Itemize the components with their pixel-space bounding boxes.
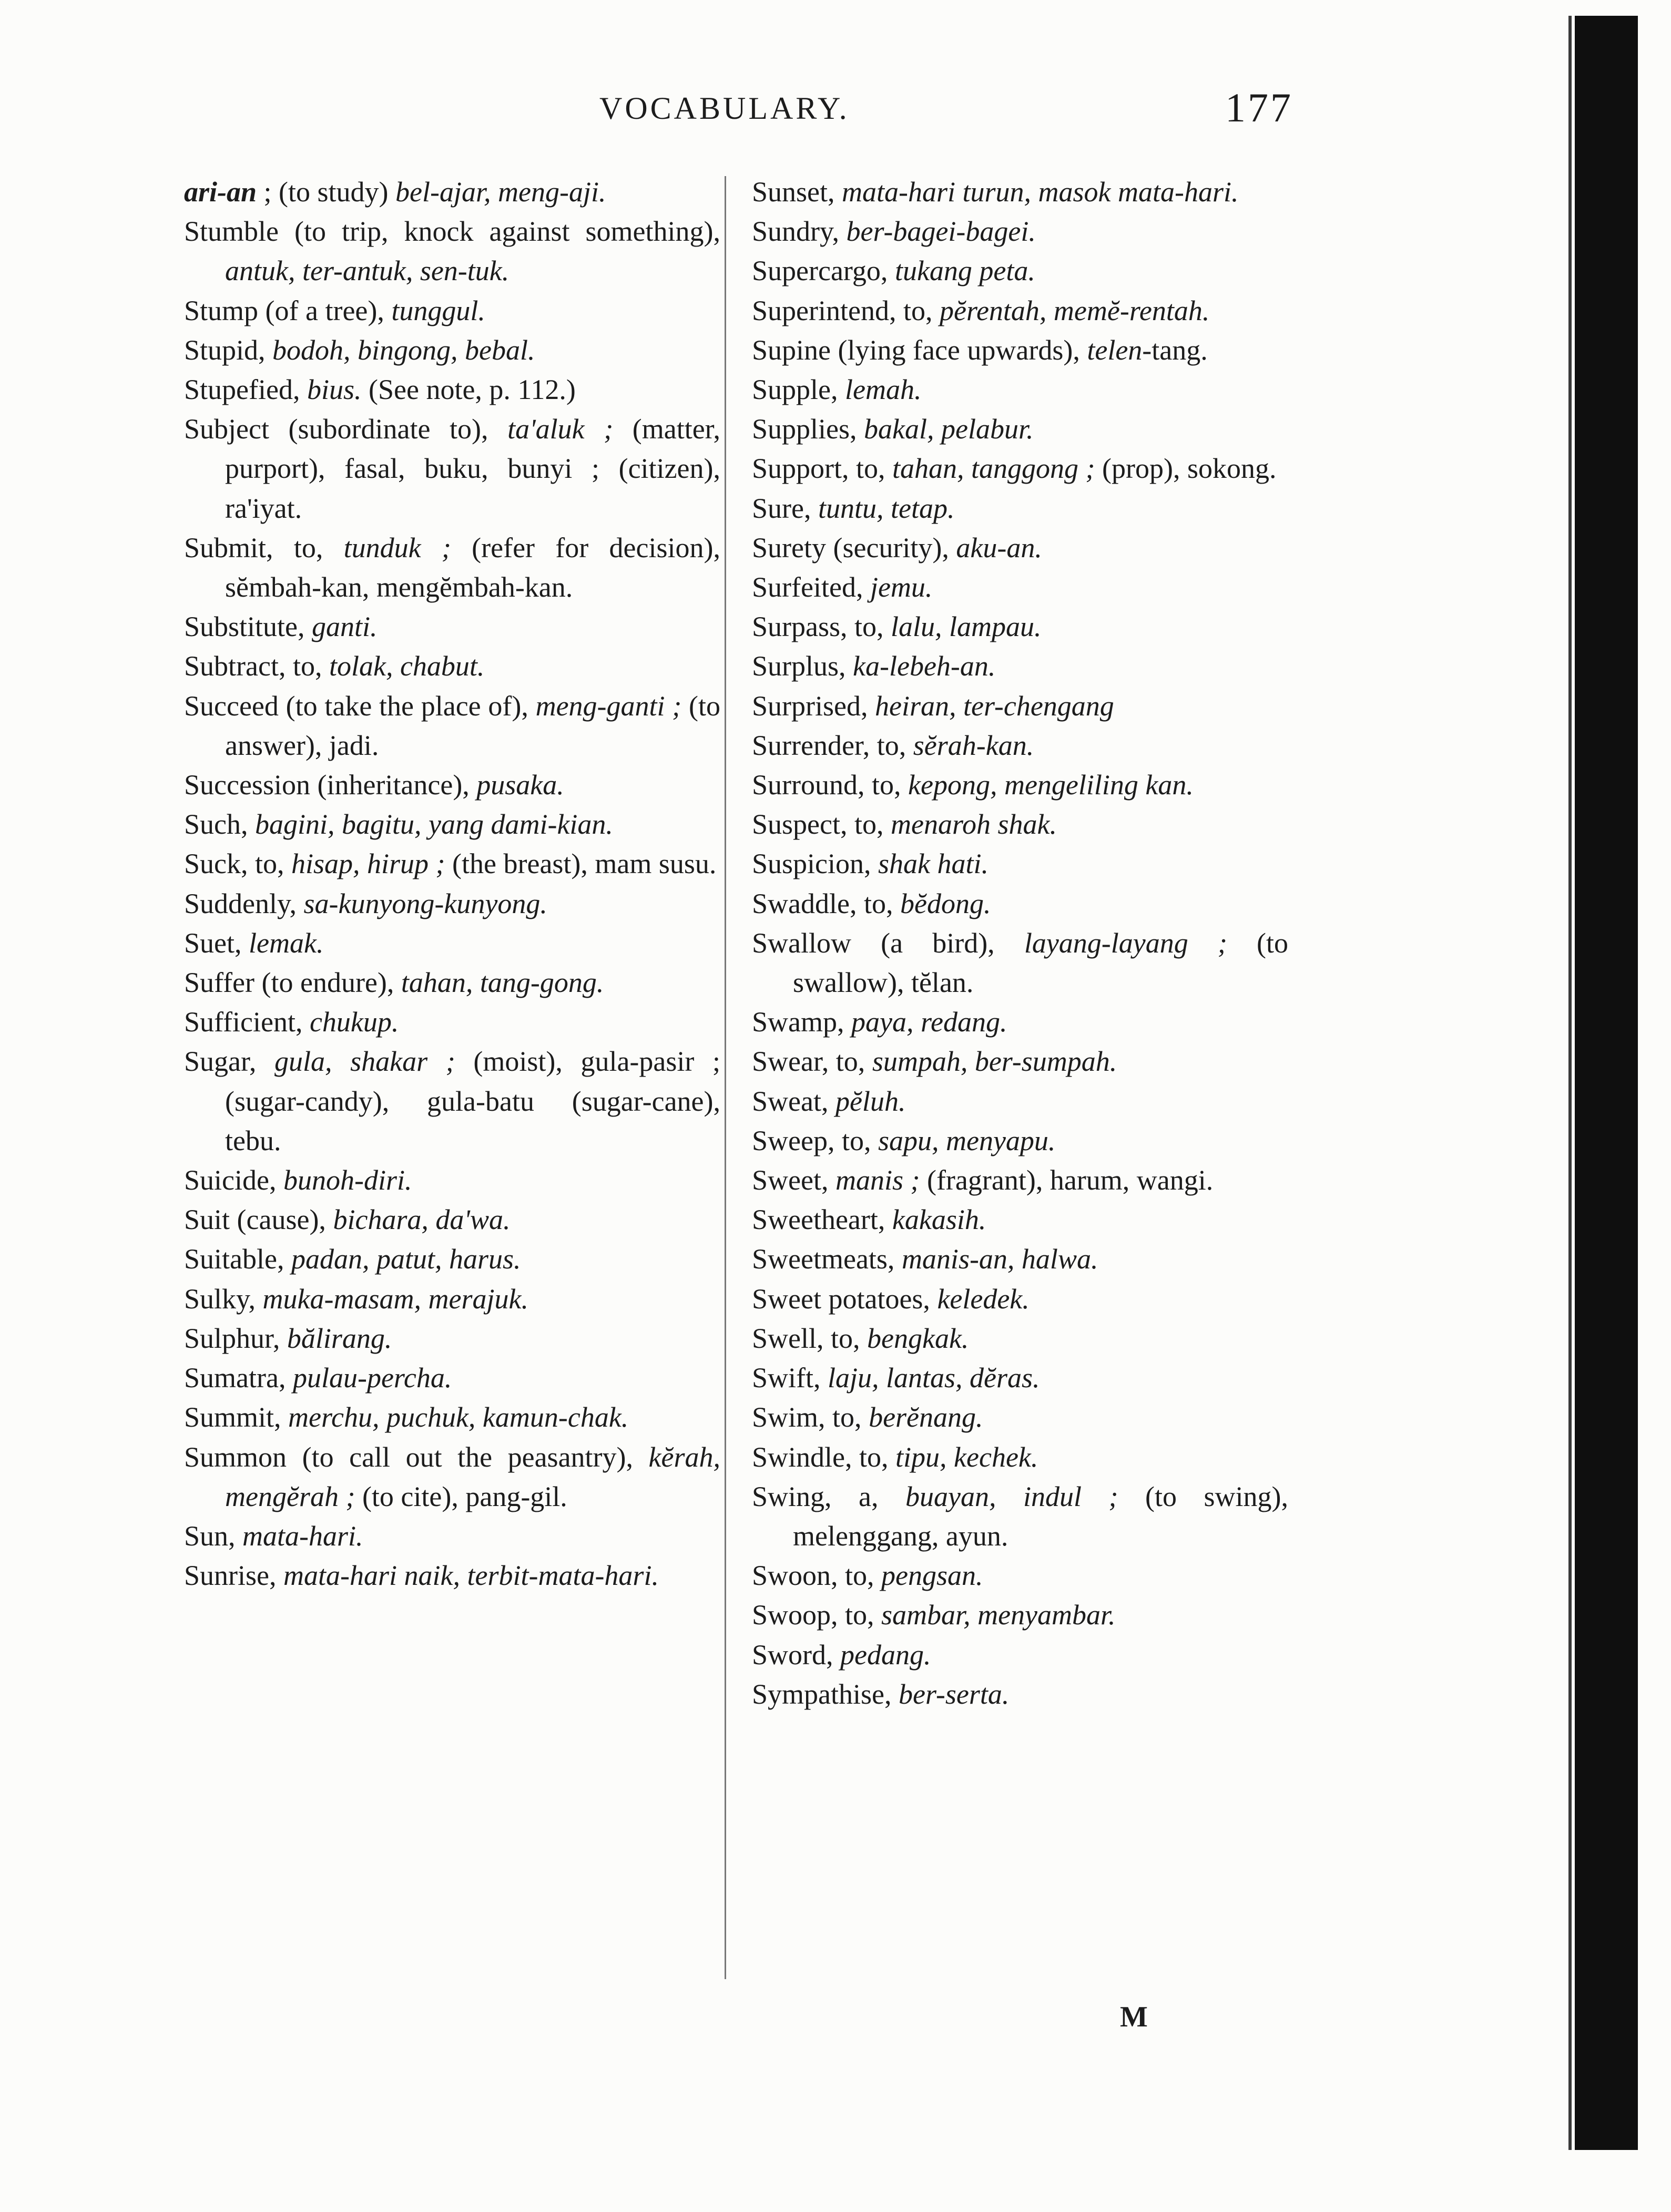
entry-gloss	[844, 1006, 852, 1038]
entry-headword: Subtract,	[184, 650, 286, 682]
entry-headword: Summon	[184, 1441, 287, 1473]
vocabulary-entry	[752, 1042, 1288, 1081]
entry-gloss: (security),	[826, 531, 956, 564]
entry-headword: Sweetmeats,	[752, 1243, 895, 1275]
entry-gloss: to,	[286, 650, 329, 682]
entry-malay-translation: paya, redang.	[851, 1006, 1007, 1038]
entry-gloss: to,	[838, 1599, 882, 1631]
entry-headword: Stump	[184, 294, 259, 326]
entry-gloss	[892, 1678, 899, 1710]
entry-malay-translation: meng-ganti ;	[535, 690, 682, 722]
vocabulary-entry	[752, 1595, 1288, 1635]
entry-malay-translation: heiran, ter-chengang	[874, 690, 1114, 722]
vocabulary-entry	[184, 1279, 720, 1319]
entry-gloss	[242, 927, 249, 959]
entry-malay-translation: lemak.	[249, 927, 324, 959]
entry-headword: Subject	[184, 413, 269, 445]
entry-gloss: to,	[857, 887, 900, 919]
entry-gloss	[838, 374, 845, 405]
entry-headword: Suddenly,	[184, 887, 297, 919]
entry-headword: Sweat,	[752, 1085, 829, 1117]
vocabulary-entry	[752, 607, 1288, 647]
entry-headword: Succession	[184, 769, 310, 801]
entry-malay-translation: hisap, hirup ;	[291, 848, 445, 880]
entry-gloss	[286, 1362, 293, 1394]
entry-headword: Sympathise,	[752, 1678, 892, 1710]
entry-gloss	[839, 216, 847, 247]
page-title: VOCABULARY.	[599, 91, 850, 126]
entry-gloss: to,	[829, 1046, 872, 1078]
vocabulary-entry	[752, 1477, 1288, 1556]
vocabulary-entry	[752, 1358, 1288, 1398]
entry-malay-translation: ber-bagei-bagei.	[846, 216, 1036, 248]
entry-malay-translation: sapu, menyapu.	[878, 1124, 1056, 1156]
entry-gloss	[281, 1401, 289, 1433]
entry-headword: Suet,	[184, 927, 242, 959]
entry-malay-translation: sambar, menyambar.	[881, 1599, 1116, 1631]
entry-headword: Surpass,	[752, 611, 848, 643]
entry-headword: Sweetheart,	[752, 1204, 885, 1236]
entry-headword: Suspect,	[752, 808, 848, 841]
page-number: 177	[1225, 85, 1293, 130]
entry-gloss	[256, 1046, 274, 1077]
vocabulary-entry	[184, 1200, 720, 1240]
entry-headword: Supercargo,	[752, 255, 888, 287]
entry-headword: Sword,	[752, 1638, 833, 1671]
vocabulary-entry	[184, 765, 720, 805]
vocabulary-entry	[184, 212, 720, 291]
entry-headword: Sunrise,	[184, 1560, 277, 1592]
entry-gloss	[835, 176, 842, 208]
vocabulary-entry	[184, 370, 720, 409]
entry-extra: (prop), sokong.	[1095, 453, 1277, 485]
entry-headword: Suicide,	[184, 1164, 277, 1196]
entry-extra: (to swallow), tĕlan.	[793, 927, 1288, 999]
vocabulary-entry	[752, 1121, 1288, 1161]
vocabulary-entry	[752, 924, 1288, 1002]
entry-gloss: to,	[896, 294, 940, 326]
vocabulary-entry	[752, 251, 1288, 291]
entry-malay-translation: lemah.	[845, 374, 922, 406]
entry-gloss	[266, 334, 273, 366]
column-divider	[725, 176, 726, 1979]
entry-malay-translation: kepong, mengeliling kan.	[908, 769, 1194, 801]
entry-gloss	[828, 1085, 835, 1117]
entry-headword: Sweet potatoes,	[752, 1283, 930, 1315]
entry-malay-translation: ka-lebeh-an.	[853, 650, 996, 682]
entry-extra: (to answer), jadi.	[225, 690, 720, 761]
entry-gloss: (inheritance),	[310, 769, 477, 801]
entry-malay-translation: telen-	[1087, 334, 1152, 366]
entry-headword: Sufficient,	[184, 1006, 303, 1038]
entry-headword: Sunset,	[752, 176, 835, 208]
vocabulary-entry	[184, 1438, 720, 1517]
entry-malay-translation: tahan, tanggong ;	[892, 453, 1095, 485]
entry-headword: Stupefied,	[184, 374, 300, 406]
entry-gloss: to,	[838, 1560, 882, 1592]
entry-gloss	[930, 1283, 938, 1315]
entry-malay-translation: merchu, puchuk, kamun-chak.	[288, 1401, 629, 1433]
entry-gloss: (to endure),	[254, 967, 401, 999]
entry-gloss	[868, 690, 875, 722]
entry-headword: Swoon,	[752, 1560, 838, 1592]
entry-headword: Swamp,	[752, 1006, 844, 1038]
entry-gloss	[297, 888, 304, 919]
vocabulary-entry	[184, 291, 720, 331]
entry-gloss	[305, 611, 312, 642]
entry-gloss: (lying face upwards),	[831, 334, 1087, 366]
entry-headword: Sweet,	[752, 1164, 829, 1196]
entry-malay-translation: tolak, chabut.	[329, 650, 485, 682]
vocabulary-entry	[752, 844, 1288, 884]
vocabulary-entry	[752, 212, 1288, 251]
entry-gloss	[277, 1560, 284, 1591]
vocabulary-entry	[184, 924, 720, 963]
vocabulary-entry	[752, 1556, 1288, 1595]
entry-headword: Suspicion,	[752, 848, 871, 880]
vocabulary-entry	[752, 1398, 1288, 1437]
entry-malay-translation: mata-hari turun, masok mata-hari.	[842, 176, 1239, 208]
entry-gloss: (subordinate to),	[269, 413, 508, 445]
vocabulary-entry	[752, 1200, 1288, 1240]
vocabulary-entry	[752, 1002, 1288, 1042]
vocabulary-entry	[184, 1556, 720, 1595]
entry-gloss	[302, 1006, 310, 1038]
entry-malay-translation: pĕrentah, memĕ-rentah.	[939, 294, 1210, 326]
entry-malay-translation: bunoh-diri.	[283, 1164, 412, 1196]
vocabulary-entry	[752, 370, 1288, 409]
entry-malay-translation: lalu, lampau.	[891, 611, 1042, 643]
entry-headword: Suit	[184, 1204, 230, 1236]
entry-headword: Surrender,	[752, 729, 870, 761]
entry-gloss	[894, 1243, 902, 1275]
entry-malay-translation: manis ;	[835, 1164, 920, 1196]
entry-headword: Supple,	[752, 374, 838, 406]
entry-malay-translation: menaroh shak.	[891, 808, 1057, 841]
entry-headword: Swift,	[752, 1362, 821, 1394]
vocabulary-entry	[184, 844, 720, 884]
entry-headword: Summit,	[184, 1401, 281, 1433]
entry-malay-translation: muka-masam, merajuk.	[262, 1283, 528, 1315]
entry-gloss	[811, 493, 818, 524]
entry-headword: Swindle,	[752, 1441, 852, 1473]
vocabulary-entry	[752, 1438, 1288, 1477]
entry-headword: Stupid,	[184, 334, 266, 366]
entry-headword: Supplies,	[752, 413, 857, 445]
entry-extra: tang.	[1152, 334, 1208, 366]
vocabulary-entry	[184, 331, 720, 370]
entry-headword: Surety	[752, 531, 826, 564]
entry-gloss	[863, 571, 870, 603]
vocabulary-entry	[752, 884, 1288, 924]
entry-extra: (to swing), melenggang, ayun.	[793, 1480, 1288, 1552]
vocabulary-entry	[184, 172, 720, 212]
entry-malay-translation: sa-kunyong-kunyong.	[303, 887, 547, 919]
entry-gloss: to,	[847, 808, 891, 841]
entry-malay-translation: berĕnang.	[869, 1401, 983, 1433]
entry-extra: (refer for decision), sĕmbah-kan, mengĕmbah-kan.	[225, 531, 720, 603]
entry-headword: Sugar,	[184, 1046, 257, 1078]
entry-extra: (matter, purport), fasal, buku, bunyi ; (citizen), ra'iyat.	[225, 413, 721, 524]
scan-edge-bar	[1575, 16, 1638, 2150]
entry-headword: Suitable,	[184, 1243, 284, 1275]
vocabulary-entry	[184, 528, 720, 607]
signature-mark: M	[1120, 2001, 1148, 2033]
entry-headword: Swoop,	[752, 1599, 838, 1631]
entry-gloss: (to trip, knock against something),	[279, 216, 720, 248]
entry-headword: Swaddle,	[752, 887, 857, 919]
entry-gloss: to,	[849, 453, 893, 485]
vocabulary-entry	[752, 1240, 1288, 1279]
entry-headword: Suck,	[184, 848, 248, 880]
entry-malay-translation: tahan, tang-gong.	[401, 967, 604, 999]
entry-malay-translation: bius.	[307, 374, 362, 406]
entry-malay-translation: sĕrah-kan.	[913, 729, 1034, 761]
entry-malay-translation: pedang.	[840, 1638, 931, 1671]
vocabulary-entry	[184, 647, 720, 686]
right-column	[752, 172, 1288, 1714]
vocabulary-entry	[752, 1161, 1288, 1200]
entry-gloss	[300, 374, 307, 405]
entry-headword: Sumatra,	[184, 1362, 286, 1394]
vocabulary-entry	[752, 568, 1288, 607]
vocabulary-entry	[752, 172, 1288, 212]
vocabulary-entry	[752, 409, 1288, 449]
entry-headword: Succeed	[184, 690, 279, 722]
entry-malay-translation: kakasih.	[892, 1204, 986, 1236]
vocabulary-entry	[752, 1319, 1288, 1358]
vocabulary-entry	[184, 1319, 720, 1358]
entry-headword: Sundry,	[752, 216, 840, 248]
vocabulary-entry	[752, 331, 1288, 370]
entry-gloss	[846, 650, 853, 682]
entry-headword: Sweep,	[752, 1124, 835, 1156]
entry-gloss: to,	[273, 531, 344, 564]
entry-headword: Swallow	[752, 927, 851, 959]
entry-headword: Supine	[752, 334, 831, 366]
entry-headword: Sulphur,	[184, 1322, 280, 1354]
vocabulary-entry	[184, 963, 720, 1002]
entry-gloss: to,	[870, 729, 913, 761]
entry-malay-translation: laju, lantas, dĕras.	[828, 1362, 1040, 1394]
entry-malay-translation: mata-hari naik, terbit-mata-hari.	[283, 1560, 659, 1592]
entry-malay-translation: pengsan.	[881, 1560, 983, 1592]
vocabulary-entry	[184, 1161, 720, 1200]
entry-headword: Swear,	[752, 1046, 829, 1078]
entry-extra: (fragrant), harum, wangi.	[920, 1164, 1214, 1196]
entry-malay-translation: ganti.	[312, 611, 378, 643]
entry-gloss	[888, 255, 895, 286]
entry-headword: Surfeited,	[752, 571, 863, 603]
vocabulary-entry	[184, 1517, 720, 1556]
entry-malay-translation: bĕdong.	[900, 887, 991, 919]
entry-gloss	[833, 1639, 841, 1671]
entry-headword: Superintend,	[752, 294, 896, 326]
entry-malay-translation: bălirang.	[287, 1322, 392, 1354]
entry-malay-translation: aku-an.	[956, 531, 1042, 564]
entry-gloss: (to take the place of),	[278, 690, 536, 722]
entry-gloss: to,	[823, 1322, 868, 1354]
vocabulary-entry	[752, 1635, 1288, 1675]
vocabulary-entry	[752, 805, 1288, 844]
entry-malay-translation: sumpah, ber-sumpah.	[872, 1046, 1117, 1078]
entry-malay-translation: layang-layang ;	[1024, 927, 1227, 959]
vocabulary-entry	[752, 449, 1288, 488]
left-column	[184, 172, 720, 1595]
vocabulary-entry	[184, 607, 720, 647]
entry-gloss	[276, 1164, 283, 1196]
entry-headword: Sulky,	[184, 1283, 256, 1315]
entry-headword: Substitute,	[184, 611, 305, 643]
vocabulary-entry	[184, 1398, 720, 1437]
entry-gloss: to,	[248, 848, 292, 880]
vocabulary-entry	[184, 1240, 720, 1279]
entry-headword: Swing,	[752, 1480, 832, 1512]
vocabulary-entry	[184, 1002, 720, 1042]
vocabulary-entry	[752, 1279, 1288, 1319]
entry-malay-translation: mata-hari.	[242, 1520, 363, 1552]
entry-headword: Submit,	[184, 531, 273, 564]
entry-malay-translation: pĕluh.	[835, 1085, 906, 1117]
entry-gloss: to,	[847, 611, 891, 643]
entry-malay-translation: jemu.	[870, 571, 933, 603]
entry-gloss: ; (to study)	[257, 176, 396, 208]
vocabulary-entry	[752, 1675, 1288, 1714]
entry-malay-translation: bagini, bagitu, yang dami-kian.	[255, 808, 613, 841]
entry-extra: (to cite), pang-gil.	[355, 1480, 567, 1512]
entry-malay-translation: pulau-percha.	[292, 1362, 452, 1394]
entry-extra: (See note, p. 112.)	[361, 374, 576, 406]
entry-gloss	[857, 413, 864, 445]
entry-malay-translation: chukup.	[309, 1006, 399, 1038]
entry-headword: Support,	[752, 453, 849, 485]
entry-gloss: a,	[831, 1480, 906, 1512]
entry-malay-translation: tunggul.	[391, 294, 485, 326]
entry-headword: Surplus,	[752, 650, 846, 682]
entry-headword: Swell,	[752, 1322, 824, 1354]
entry-gloss	[828, 1164, 835, 1196]
entry-headword: Suffer	[184, 967, 254, 999]
entry-extra: (the breast), mam susu.	[445, 848, 717, 880]
entry-gloss	[236, 1520, 243, 1552]
entry-gloss	[871, 848, 879, 879]
vocabulary-entry	[752, 528, 1288, 568]
vocabulary-entry	[184, 884, 720, 924]
vocabulary-entry	[184, 409, 720, 528]
entry-malay-translation: ber-serta.	[899, 1678, 1010, 1710]
entry-headword: Surround,	[752, 769, 865, 801]
entry-gloss	[280, 1323, 287, 1354]
entry-malay-translation: bengkak.	[867, 1322, 969, 1354]
vocabulary-entry	[184, 1042, 720, 1161]
entry-malay-translation: antuk, ter-antuk, sen-tuk.	[225, 255, 510, 287]
vocabulary-entry	[752, 1082, 1288, 1121]
entry-headword: Swim,	[752, 1401, 826, 1433]
entry-malay-translation: gula, shakar ;	[274, 1046, 455, 1078]
entry-gloss	[256, 1283, 263, 1315]
vocabulary-entry	[184, 687, 720, 765]
entry-gloss: to,	[852, 1441, 896, 1473]
entry-headword: Surprised,	[752, 690, 868, 722]
vocabulary-entry	[752, 647, 1288, 686]
vocabulary-entry	[752, 687, 1288, 726]
entry-extra: (moist), gula-pasir ; (sugar-candy), gula-batu (sugar-cane), tebu.	[225, 1046, 721, 1156]
entry-headword: Sun,	[184, 1520, 236, 1552]
entry-headword: Such,	[184, 808, 248, 841]
entry-malay-translation: shak hati.	[878, 848, 989, 880]
entry-gloss: (of a tree),	[258, 294, 392, 326]
entry-malay-translation: ta'aluk ;	[507, 413, 614, 445]
entry-malay-translation: padan, patut, harus.	[291, 1243, 521, 1275]
entry-gloss	[885, 1204, 892, 1235]
entry-malay-translation: tunduk ;	[343, 531, 451, 564]
entry-headword: Sure,	[752, 492, 811, 524]
entry-malay-translation: bichara, da'wa.	[333, 1204, 511, 1236]
entry-gloss: to,	[825, 1401, 869, 1433]
entry-malay-translation: pusaka.	[476, 769, 564, 801]
entry-malay-translation: bel-ajar, meng-aji.	[395, 176, 606, 208]
vocabulary-entry	[752, 765, 1288, 805]
entry-malay-translation: kĕrah, mengĕrah ;	[225, 1441, 720, 1512]
entry-malay-translation: manis-an, halwa.	[901, 1243, 1098, 1275]
entry-gloss	[821, 1362, 828, 1394]
entry-headword: Stumble	[184, 216, 279, 248]
entry-malay-translation: tuntu, tetap.	[818, 492, 955, 524]
entry-malay-translation: buayan, indul ;	[905, 1480, 1118, 1512]
entry-headword: ari-an	[184, 176, 257, 208]
vocabulary-entry	[752, 291, 1288, 331]
entry-malay-translation: bakal, pelabur.	[864, 413, 1034, 445]
vocabulary-entry	[184, 1358, 720, 1398]
entry-gloss: (cause),	[230, 1204, 333, 1236]
entry-malay-translation: bodoh, bingong, bebal.	[272, 334, 535, 366]
entry-gloss: to,	[834, 1124, 878, 1156]
entry-gloss: to,	[864, 769, 909, 801]
entry-gloss	[284, 1243, 291, 1275]
vocabulary-entry	[752, 726, 1288, 765]
entry-gloss	[248, 808, 256, 840]
entry-gloss: (a bird),	[851, 927, 1024, 959]
vocabulary-entry	[184, 805, 720, 844]
entry-malay-translation: keledek.	[937, 1283, 1030, 1315]
entry-malay-translation: tukang peta.	[894, 255, 1035, 287]
vocabulary-entry	[752, 489, 1288, 528]
entry-malay-translation: tipu, kechek.	[895, 1441, 1038, 1473]
entry-gloss: (to call out the peasantry),	[287, 1441, 649, 1473]
